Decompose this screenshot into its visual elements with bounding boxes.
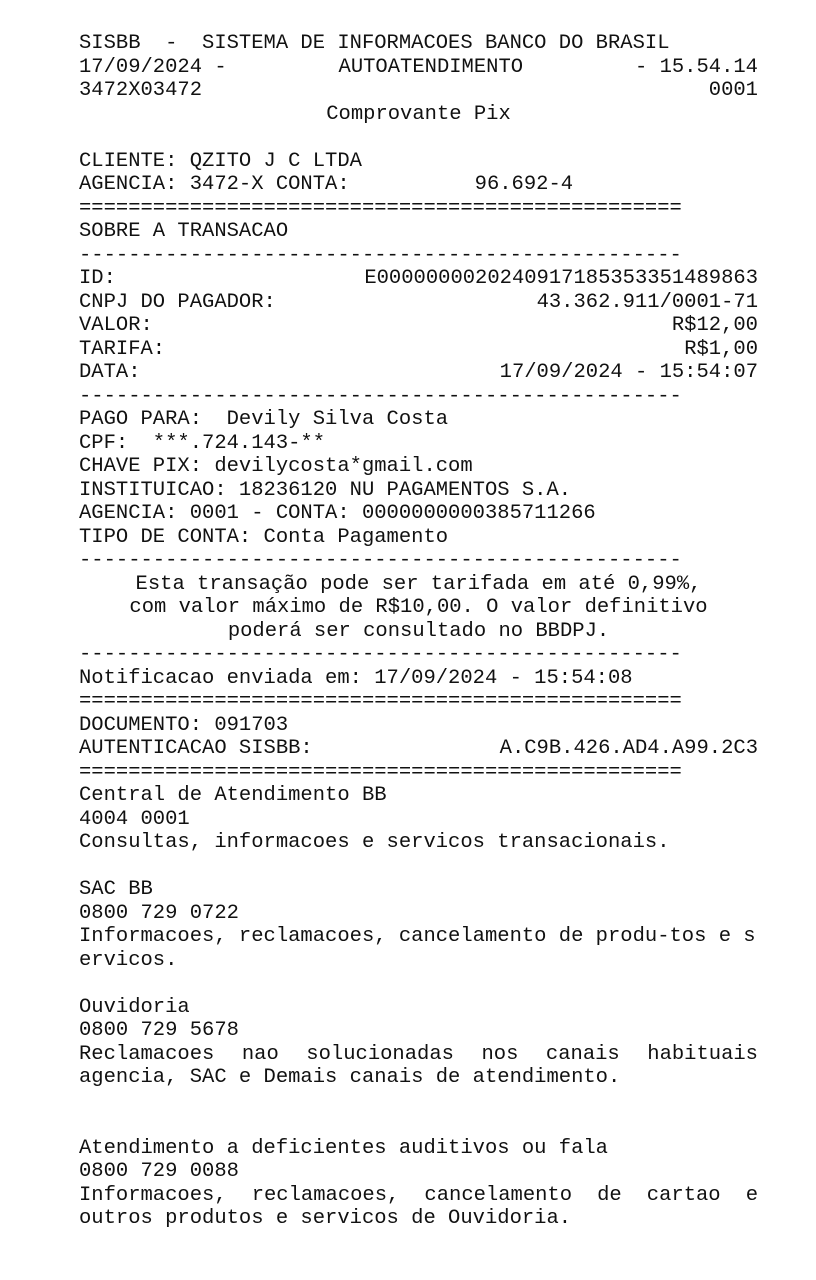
client-agencia-label: AGENCIA: 3472-X CONTA: — [79, 173, 350, 196]
double-rule: ================================================= — [79, 690, 682, 713]
notification-sent: Notificacao enviada em: 17/09/2024 - 15:54:08 — [79, 666, 633, 690]
field-row-data — [79, 361, 758, 385]
date-mode-time-row — [79, 56, 758, 80]
field-row-tarifa — [79, 338, 758, 362]
fee-notice-line: poderá ser consultado no BBDPJ. — [227, 619, 610, 643]
double-rule: ================================================= — [79, 196, 682, 220]
system-header: SISBB - SISTEMA DE INFORMACOES BANCO DO BRASIL — [79, 32, 670, 55]
contact-description: Consultas, informacoes e servicos transacionais. — [79, 831, 670, 854]
payee-account: AGENCIA: 0001 - CONTA: 0000000000385711266 — [79, 502, 596, 525]
header-time: - 15.54.14 — [634, 55, 758, 79]
transaction-section-title: SOBRE A TRANSACAO — [79, 220, 289, 243]
contact-phone: 4004 0001 — [79, 807, 190, 831]
client-account-row — [79, 173, 758, 197]
pix-receipt — [79, 32, 758, 1231]
contact-title: Ouvidoria — [79, 995, 190, 1019]
contact-phone: 0800 729 0722 — [79, 901, 239, 925]
field-value: 17/09/2024 - 15:54:07 — [499, 361, 758, 384]
single-rule: ------------------------------------------------- — [79, 549, 682, 572]
single-rule: ------------------------------------------------- — [79, 384, 682, 408]
fee-notice-line: com valor máximo de R$10,00. O valor definitivo — [129, 596, 708, 619]
contact-block-central — [79, 784, 758, 855]
paid-to: PAGO PARA: Devily Silva Costa — [79, 408, 449, 431]
payee-institution: INSTITUICAO: 18236120 NU PAGAMENTOS S.A. — [79, 478, 572, 502]
payee-account-type: TIPO DE CONTA: Conta Pagamento — [79, 525, 449, 549]
authentication-row — [79, 737, 758, 761]
field-label: VALOR: — [79, 314, 153, 337]
single-rule: ------------------------------------------------- — [79, 643, 682, 666]
field-label: TARIFA: — [79, 337, 166, 361]
contact-description: Informacoes, reclamacoes, cancelamento de cartao e outros produtos e servicos de Ouvidoria. — [79, 1183, 758, 1230]
field-value: R$12,00 — [671, 314, 758, 337]
spacer — [79, 972, 758, 996]
auth-code: A.C9B.426.AD4.A99.2C3 — [499, 737, 758, 760]
contact-phone: 0800 729 0088 — [79, 1160, 239, 1183]
contact-title: SAC BB — [79, 878, 153, 901]
client-name: CLIENTE: QZITO J C LTDA — [79, 149, 362, 173]
field-value: 43.362.911/0001-71 — [536, 290, 758, 314]
contact-block-deficientes — [79, 1137, 758, 1231]
fee-notice-line: Esta transação pode ser tarifada em até 0,99%, — [135, 572, 702, 596]
receipt-title: Comprovante Pix — [326, 102, 511, 126]
contact-block-ouvidoria — [79, 996, 758, 1114]
header-mode: AUTOATENDIMENTO — [338, 55, 524, 79]
client-account-number: 96.692-4 — [474, 173, 574, 196]
document-number: DOCUMENTO: 091703 — [79, 713, 289, 737]
field-label: CNPJ DO PAGADOR: — [79, 290, 276, 314]
header-date: 17/09/2024 - — [79, 55, 227, 79]
field-row-id — [79, 267, 758, 291]
contact-block-sac — [79, 878, 758, 972]
terminal-id: 3472X03472 — [79, 79, 203, 102]
double-rule: ================================================= — [79, 760, 682, 784]
contact-title: Atendimento a deficientes auditivos ou fala — [79, 1136, 608, 1160]
contact-description: Informacoes, reclamacoes, cancelamento de produ-tos e servicos. — [79, 925, 756, 972]
contact-phone: 0800 729 5678 — [79, 1019, 239, 1042]
sequence-number: 0001 — [708, 79, 758, 102]
auth-label: AUTENTICACAO SISBB: — [79, 737, 313, 760]
terminal-row — [79, 79, 758, 103]
field-label: DATA: — [79, 361, 141, 384]
field-value: R$1,00 — [684, 337, 758, 361]
single-rule: ------------------------------------------------- — [79, 243, 682, 267]
spacer — [79, 126, 758, 150]
pix-key: CHAVE PIX: devilycosta*gmail.com — [79, 455, 473, 478]
spacer — [79, 1113, 758, 1137]
field-row-cnpj — [79, 291, 758, 315]
spacer — [79, 855, 758, 879]
contact-title: Central de Atendimento BB — [79, 784, 387, 807]
field-value: E0000000020240917185353351489863 — [364, 267, 758, 290]
payee-cpf: CPF: ***.724.143-** — [79, 431, 326, 455]
field-row-valor — [79, 314, 758, 338]
field-label: ID: — [79, 267, 116, 290]
contact-description: Reclamacoes nao solucionadas nos canais habituais agencia, SAC e Demais canais de atendimento. — [79, 1042, 758, 1089]
